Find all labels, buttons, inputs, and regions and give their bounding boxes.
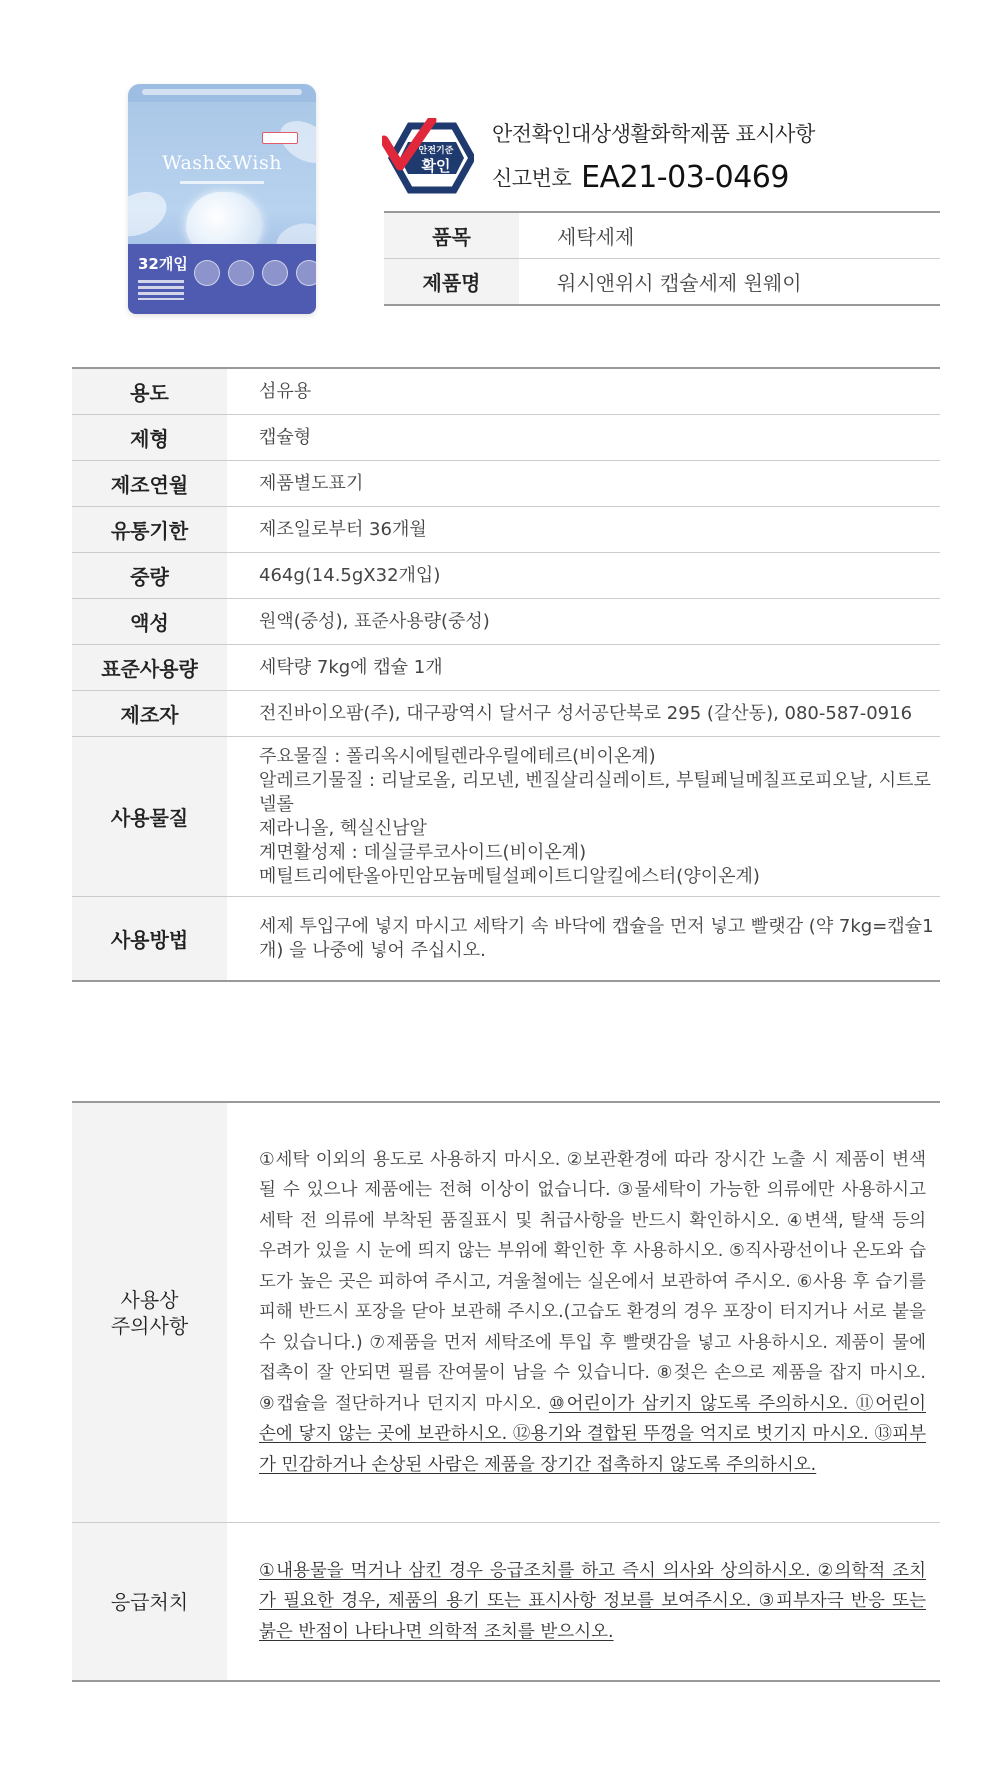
precautions-label-line: 사용상 [120,1287,179,1312]
page-title: 안전확인대상생활화학제품 표시사항 [492,122,815,146]
precautions-text: ①세탁 이외의 용도로 사용하지 마시오. ②보관환경에 따라 장시간 노출 시 제품이 변색될 수 있으나 제품에는 전혀 이상이 없습니다. ③물세탁이 가능한 의류에만 사용하시고 세탁 전 의류에 부착된 품질표시 및 취급사항을 반드시 확인하시오. ④변색, 탈색 등의 우려가 있을 시 눈에 띄지 않는 부위에 확인한 후 사용하시오. ⑤직사광선이나 온도와 습도가 높은 곳은 피하여 주시고, 겨울철에는 실온에서 보관하여 주시오. ⑥사용 후 습기를 피해 반드시 포장을 닫아 보관해 주시오.(고습도 환경의 경우 포장이 터지거나 서로 붙을 수 있습니다.) ⑦제품을 먼저 세탁조에 투입 후 빨랫감을 넣고 사용하시오. 제품이 물에 접촉이 잘 안되면 필름 잔여물이 남을 수 있습니다. ⑧젖은 손으로 제품을 잡지 마시오. ⑨캡슐을 절단하거나 던지지 마시오. [259,1149,926,1414]
table-row [72,737,940,897]
materials-value [227,737,940,897]
row-value: 섬유용 [259,380,312,402]
package-feature-icons [194,260,316,286]
table-row [72,645,940,691]
table-row [72,1523,940,1682]
row-header: 표준사용량 [72,645,227,691]
row-value: 제조일로부터 36개월 [227,507,940,553]
row-header: 중량 [72,553,227,599]
precautions-value [227,1102,940,1523]
first-aid-text: ①내용물을 먹거나 삼킨 경우 응급조치를 하고 즉시 의사와 상의하시오. ②의학적 조치가 필요한 경우, 제품의 용기 또는 표시사항 정보를 보여주시오. ③피부자극 반응 또는 붉은 반점이 나타나면 의학적 조치를 받으시오. [259,1560,926,1642]
table-row [72,461,940,507]
product-package-image [128,84,316,314]
row-value: 워시앤위시 캡슐세제 원웨이 [519,259,940,306]
materials-line: 메틸트리에탄올아민암모늄메틸설페이트디알킬에스터(양이온계) [259,865,760,887]
table-row [72,599,940,645]
registration-number: EA21-03-0469 [581,160,789,195]
row-header: 액성 [72,599,227,645]
table-row [72,415,940,461]
materials-line: 제라니올, 헥실신남알 [259,817,427,839]
registration-number-row [492,160,789,195]
table-row [72,507,940,553]
first-aid-value [227,1523,940,1682]
feature-icon [296,260,316,286]
row-header [72,1102,227,1523]
details-table [72,367,940,982]
row-value: 전진바이오팜(주), 대구광역시 달서구 성서공단북로 295 (갈산동), 080-587-0916 [227,691,940,737]
precautions-emphasis-text: ⑩어린이가 삼키지 않도록 주의하시오. ⑪어린이 손에 닿지 않는 곳에 보관하시오. ⑫용기와 결합된 뚜껑을 억지로 벗기지 마시오. ⑬피부가 민감하거나 손상된 사람은 제품을 장기간 접촉하지 않도록 주의하시오. [259,1393,927,1475]
package-count-subtext [138,280,184,300]
package-count-label: 32개입 [138,255,188,273]
safety-mark-text [404,146,468,175]
summary-table [384,211,940,306]
row-header: 제품명 [384,259,519,306]
row-value: 제품별도표기 [227,461,940,507]
package-subtitle [180,181,264,184]
row-value: 원액(중성), 표준사용량(중성) [227,599,940,645]
row-header: 응급처치 [72,1523,227,1682]
table-row [72,553,940,599]
row-value: 464g(14.5gX32개입) [227,553,940,599]
row-header: 유통기한 [72,507,227,553]
feature-icon [228,260,254,286]
precautions-label-line: 주의사항 [110,1313,189,1338]
row-header: 품목 [384,212,519,259]
row-header: 사용방법 [72,897,227,982]
row-value: 세탁세제 [557,225,635,249]
row-header: 제조자 [72,691,227,737]
row-value: 세탁량 7kg에 캡슐 1개 [227,645,940,691]
package-brand-logo: Wash&Wish [162,152,282,174]
materials-line: 주요물질 : 폴리옥시에틸렌라우릴에테르(비이온계) [259,745,656,767]
package-leaf-decoration [128,183,174,245]
row-header: 용도 [72,368,227,415]
usage-value: 세제 투입구에 넣지 마시고 세탁기 속 바닥에 캡슐을 먼저 넣고 빨랫감 (약 7kg=캡슐1개) 을 나중에 넣어 주십시오. [227,897,940,982]
materials-line: 알레르기물질 : 리날로올, 리모넨, 벤질살리실레이트, 부틸페닐메칠프로피오날, 시트로넬롤 [259,769,931,815]
table-row [72,1102,940,1523]
package-badge [262,132,298,144]
precautions-table [72,1101,940,1682]
registration-label: 신고번호 [492,166,572,191]
safety-mark-big-text: 확인 [421,157,451,175]
table-row [72,897,940,982]
table-row [384,259,940,306]
row-header: 사용물질 [72,737,227,897]
safety-mark-small-text: 안전기준 [418,146,454,156]
table-row [384,212,940,259]
row-header: 제조연월 [72,461,227,507]
materials-line: 계면활성제 : 데실글루코사이드(비이온계) [259,841,587,863]
table-row [72,368,940,415]
row-header: 제형 [72,415,227,461]
feature-icon [262,260,288,286]
package-top-text [142,89,302,95]
row-value: 캡슐형 [227,415,940,461]
table-row [72,691,940,737]
feature-icon [194,260,220,286]
